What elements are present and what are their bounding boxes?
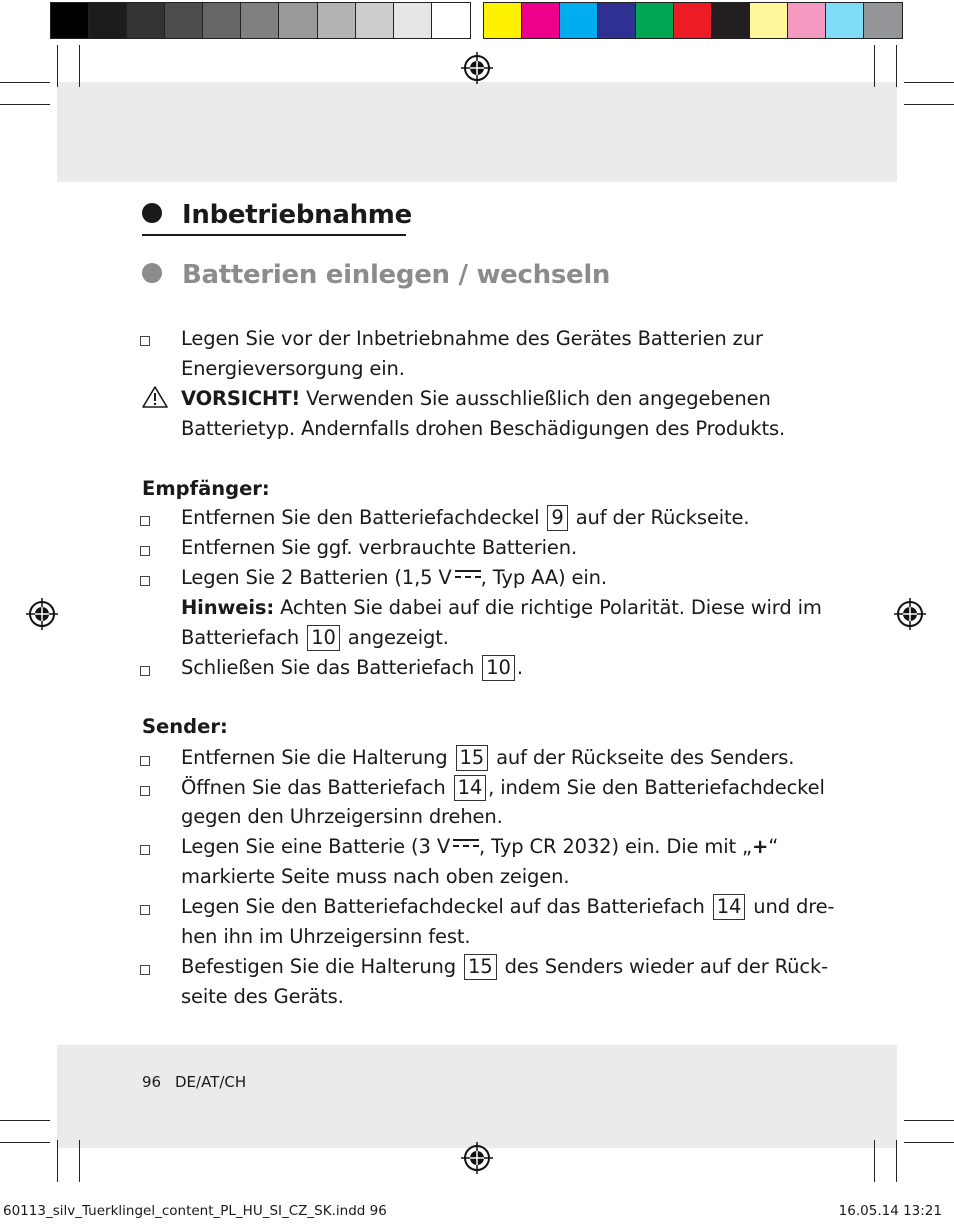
crop-mark	[0, 1120, 50, 1121]
sender-step: Legen Sie eine Batterie (3 V , Typ CR 2032) ein. Die mit „+“	[181, 835, 779, 858]
slug-filename: 60113_silv_Tuerklingel_content_PL_HU_SI_CZ_SK.indd 96	[3, 1203, 387, 1219]
receiver-title: Empfänger:	[142, 477, 270, 500]
ref-number: 14	[454, 775, 487, 801]
checkbox-bullet-icon	[140, 786, 150, 796]
slug-date: 16.05.14 13:21	[838, 1203, 942, 1219]
sender-step: Öffnen Sie das Batteriefach 14 , indem Sie den Batteriefachdeckel	[181, 776, 825, 799]
color-swatch	[51, 3, 89, 38]
intro-line: Legen Sie vor der Inbetriebnahme des Gerätes Batterien zur	[181, 327, 763, 350]
sender-step-cont: markierte Seite muss nach oben zeigen.	[181, 865, 570, 888]
heading-underline	[142, 234, 406, 236]
subsection-heading-text: Batterien einlegen / wechseln	[182, 260, 611, 290]
checkbox-bullet-icon	[140, 546, 150, 556]
receiver-note: Hinweis: Achten Sie dabei auf die richtige Polarität. Diese wird im	[181, 596, 822, 619]
receiver-step: Entfernen Sie ggf. verbrauchte Batterien.	[181, 536, 577, 559]
color-swatch	[674, 3, 712, 38]
crop-mark	[79, 1140, 80, 1182]
ref-number: 9	[547, 505, 567, 531]
ref-number: 15	[464, 954, 497, 980]
color-swatch	[165, 3, 203, 38]
warning-line: Batterietyp. Andernfalls drohen Beschädigungen des Produkts.	[181, 417, 786, 440]
sender-step-cont: hen ihn im Uhrzeigersinn fest.	[181, 925, 471, 948]
crop-mark	[874, 45, 875, 87]
footer-band	[57, 1045, 897, 1148]
intro-line: Energieversorgung ein.	[181, 357, 405, 380]
crop-mark	[79, 45, 80, 87]
color-swatch	[598, 3, 636, 38]
dc-symbol-icon	[455, 569, 481, 581]
crop-mark	[904, 1120, 954, 1121]
warning-line: VORSICHT! Verwenden Sie ausschließlich den angegebenen	[181, 387, 771, 410]
checkbox-bullet-icon	[140, 576, 150, 586]
section-heading-text: Inbetriebnahme	[182, 200, 412, 230]
section-heading	[142, 200, 412, 230]
checkbox-bullet-icon	[140, 965, 150, 975]
color-swatch	[203, 3, 241, 38]
crop-mark	[896, 45, 897, 87]
checkbox-bullet-icon	[140, 516, 150, 526]
bullet-dot-icon	[142, 263, 162, 283]
receiver-step: Entfernen Sie den Batteriefachdeckel 9 auf der Rückseite.	[181, 506, 750, 529]
color-swatch	[279, 3, 317, 38]
color-swatch	[712, 3, 750, 38]
bullet-dot-icon	[142, 203, 162, 223]
registration-mark-icon	[893, 597, 927, 631]
color-swatch	[750, 3, 788, 38]
ref-number: 10	[482, 655, 515, 681]
ref-number: 14	[713, 894, 746, 920]
plus-symbol: +	[752, 835, 769, 858]
color-swatch	[636, 3, 674, 38]
page-number: 96	[142, 1073, 162, 1091]
grayscale-color-bar	[50, 2, 471, 39]
sender-step: Legen Sie den Batteriefachdeckel auf das Batteriefach 14 und dre-	[181, 895, 835, 918]
sender-step-cont: seite des Geräts.	[181, 985, 344, 1008]
crop-mark	[0, 82, 50, 83]
color-swatch	[826, 3, 864, 38]
checkbox-bullet-icon	[140, 905, 150, 915]
color-swatch	[432, 3, 470, 38]
sender-step: Befestigen Sie die Halterung 15 des Senders wieder auf der Rück-	[181, 955, 828, 978]
crop-mark	[0, 1142, 50, 1143]
warning-label: VORSICHT!	[181, 387, 301, 410]
crop-mark	[874, 1140, 875, 1182]
color-swatch	[788, 3, 826, 38]
crop-mark	[904, 82, 954, 83]
crop-mark	[0, 104, 50, 105]
locale-label: DE/AT/CH	[175, 1073, 247, 1091]
note-label: Hinweis:	[181, 596, 275, 619]
sender-step-cont: gegen den Uhrzeigersinn drehen.	[181, 805, 503, 828]
color-swatch	[356, 3, 394, 38]
checkbox-bullet-icon	[140, 666, 150, 676]
color-swatch	[864, 3, 902, 38]
subsection-heading	[142, 260, 610, 290]
color-swatch	[394, 3, 432, 38]
receiver-note: Batteriefach 10 angezeigt.	[181, 626, 449, 649]
color-swatch	[318, 3, 356, 38]
color-swatch	[522, 3, 560, 38]
checkbox-bullet-icon	[140, 756, 150, 766]
crop-mark	[904, 104, 954, 105]
checkbox-bullet-icon	[140, 336, 150, 346]
dc-symbol-icon	[453, 838, 479, 850]
receiver-step: Legen Sie 2 Batterien (1,5 V , Typ AA) ein.	[181, 566, 607, 589]
receiver-step: Schließen Sie das Batteriefach 10 .	[181, 656, 523, 679]
checkbox-bullet-icon	[140, 845, 150, 855]
crop-mark	[904, 1142, 954, 1143]
registration-mark-icon	[25, 597, 59, 631]
crop-mark	[896, 1140, 897, 1182]
process-color-bar	[483, 2, 903, 39]
ref-number: 10	[307, 625, 340, 651]
color-swatch	[127, 3, 165, 38]
ref-number: 15	[456, 745, 489, 771]
color-swatch	[241, 3, 279, 38]
registration-mark-icon	[460, 1141, 494, 1175]
color-swatch	[560, 3, 598, 38]
crop-mark	[57, 1140, 58, 1182]
sender-step: Entfernen Sie die Halterung 15 auf der Rückseite des Senders.	[181, 746, 795, 769]
sender-title: Sender:	[142, 715, 228, 738]
registration-mark-icon	[460, 51, 494, 85]
warning-triangle-icon	[142, 386, 168, 408]
crop-mark	[57, 45, 58, 87]
color-swatch	[89, 3, 127, 38]
color-swatch	[484, 3, 522, 38]
header-band	[57, 82, 897, 182]
